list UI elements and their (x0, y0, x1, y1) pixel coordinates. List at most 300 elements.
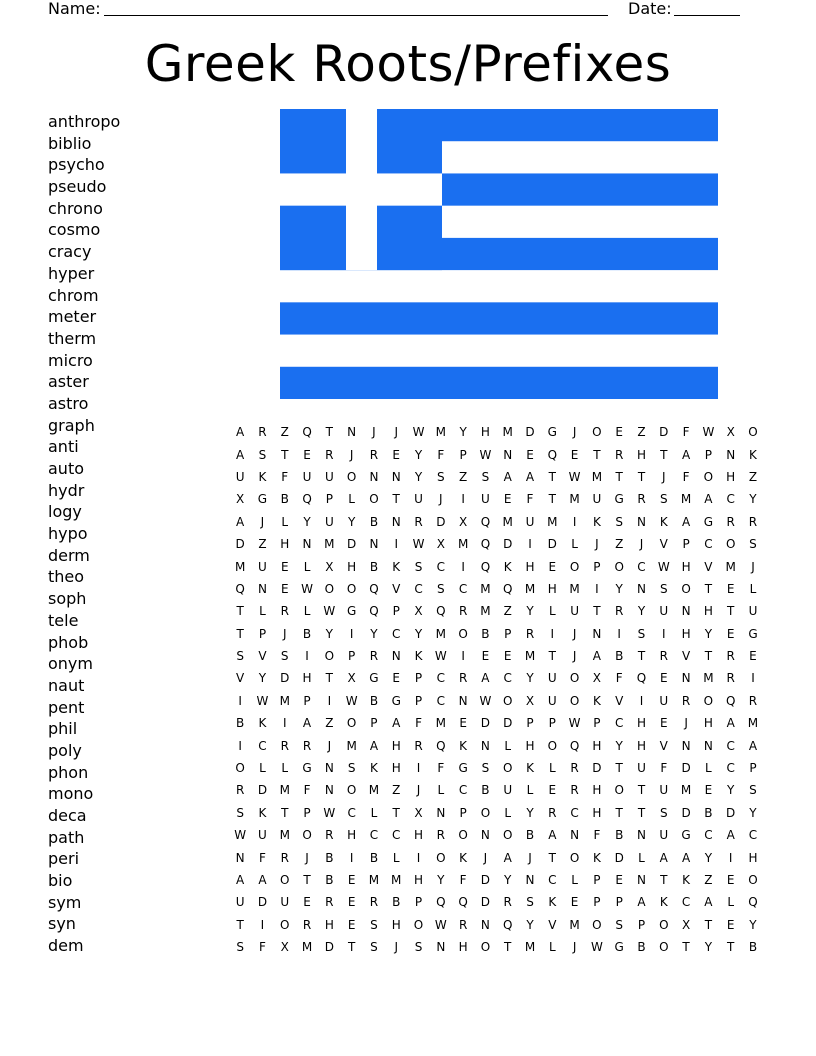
grid-cell[interactable]: J (327, 738, 332, 753)
grid-cell[interactable]: O (614, 559, 624, 574)
grid-cell[interactable]: Y (749, 805, 757, 820)
grid-cell[interactable]: O (480, 805, 491, 820)
grid-cell[interactable]: F (258, 850, 266, 865)
grid-cell[interactable]: I (238, 693, 242, 708)
grid-cell[interactable]: L (281, 761, 289, 776)
grid-cell[interactable]: U (592, 492, 602, 507)
grid-cell[interactable]: M (725, 559, 736, 574)
grid-cell[interactable]: D (480, 895, 491, 910)
grid-cell[interactable]: B (525, 828, 535, 843)
grid-cell[interactable]: B (704, 805, 713, 820)
grid-cell[interactable]: T (548, 850, 556, 865)
grid-cell[interactable]: D (681, 805, 691, 820)
grid-cell[interactable]: W (590, 940, 603, 955)
grid-cell[interactable]: G (458, 761, 468, 776)
grid-cell[interactable]: I (528, 537, 532, 552)
grid-cell[interactable]: P (704, 447, 712, 462)
grid-cell[interactable]: Y (615, 738, 623, 753)
grid-cell[interactable]: E (481, 649, 490, 664)
grid-cell[interactable]: Y (504, 873, 512, 887)
grid-cell[interactable]: X (459, 514, 468, 529)
grid-cell[interactable]: J (751, 559, 755, 574)
grid-cell[interactable]: W (568, 469, 581, 484)
grid-cell[interactable]: N (592, 626, 602, 641)
grid-cell[interactable]: N (480, 828, 490, 843)
grid-cell[interactable]: H (324, 917, 334, 932)
grid-cell[interactable]: J (639, 537, 644, 552)
grid-cell[interactable]: C (704, 537, 713, 552)
grid-cell[interactable]: K (459, 850, 468, 865)
grid-cell[interactable]: R (235, 783, 245, 798)
grid-cell[interactable]: H (347, 559, 357, 574)
grid-cell[interactable]: U (659, 783, 669, 798)
grid-cell[interactable]: I (639, 693, 644, 708)
grid-cell[interactable]: R (325, 447, 334, 462)
grid-cell[interactable]: A (681, 514, 691, 529)
grid-cell[interactable]: U (547, 671, 557, 686)
grid-cell[interactable]: D (592, 761, 602, 776)
grid-cell[interactable]: E (749, 649, 757, 664)
grid-cell[interactable]: R (369, 447, 379, 462)
grid-cell[interactable]: T (548, 492, 556, 507)
grid-cell[interactable]: S (370, 917, 378, 932)
grid-cell[interactable]: R (414, 738, 423, 753)
grid-cell[interactable]: T (704, 649, 713, 664)
grid-cell[interactable]: E (459, 716, 467, 731)
grid-cell[interactable]: Y (459, 425, 467, 440)
grid-cell[interactable]: R (615, 604, 624, 619)
grid-cell[interactable]: K (258, 716, 267, 731)
grid-cell[interactable]: W (412, 537, 425, 552)
grid-cell[interactable]: Q (569, 738, 580, 753)
grid-cell[interactable]: W (323, 805, 336, 820)
grid-cell[interactable]: N (703, 738, 713, 753)
grid-cell[interactable]: P (392, 604, 400, 619)
grid-cell[interactable]: A (503, 850, 512, 865)
grid-cell[interactable]: J (528, 850, 532, 865)
grid-cell[interactable]: Q (502, 917, 513, 932)
grid-cell[interactable]: O (569, 850, 580, 865)
grid-cell[interactable]: U (481, 492, 490, 507)
grid-cell[interactable]: A (258, 873, 267, 887)
grid-cell[interactable]: P (749, 761, 757, 776)
grid-cell[interactable]: T (325, 671, 333, 686)
grid-cell[interactable]: Q (480, 559, 491, 574)
grid-cell[interactable]: R (726, 649, 735, 664)
grid-cell[interactable]: X (681, 917, 691, 932)
grid-cell[interactable]: U (659, 828, 669, 843)
grid-cell[interactable]: P (504, 626, 512, 641)
grid-cell[interactable]: B (280, 492, 289, 507)
grid-cell[interactable]: L (526, 783, 534, 798)
grid-cell[interactable]: B (481, 626, 490, 641)
grid-cell[interactable]: Y (704, 940, 713, 955)
grid-cell[interactable]: S (749, 783, 757, 798)
grid-cell[interactable]: A (503, 469, 512, 484)
grid-cell[interactable]: D (547, 537, 557, 552)
grid-cell[interactable]: T (236, 917, 244, 932)
grid-cell[interactable]: R (436, 828, 445, 843)
grid-cell[interactable]: M (279, 783, 290, 798)
grid-cell[interactable]: F (281, 469, 289, 484)
grid-cell[interactable]: I (461, 492, 465, 507)
grid-cell[interactable]: N (458, 693, 468, 708)
grid-cell[interactable]: Q (480, 537, 491, 552)
grid-cell[interactable]: L (727, 895, 735, 910)
grid-cell[interactable]: V (659, 537, 668, 552)
grid-cell[interactable]: Y (370, 626, 378, 641)
grid-cell[interactable]: Y (704, 626, 713, 641)
grid-cell[interactable]: O (592, 917, 602, 932)
grid-cell[interactable]: T (392, 492, 400, 507)
grid-cell[interactable]: Z (748, 469, 758, 484)
grid-cell[interactable]: J (349, 447, 354, 462)
grid-cell[interactable]: A (236, 514, 245, 529)
grid-cell[interactable]: I (550, 626, 555, 641)
grid-cell[interactable]: H (391, 917, 401, 932)
grid-cell[interactable]: T (615, 761, 623, 776)
grid-cell[interactable]: R (659, 649, 668, 664)
grid-cell[interactable]: D (503, 716, 513, 731)
grid-cell[interactable]: S (258, 447, 267, 462)
grid-cell[interactable]: W (702, 425, 715, 440)
grid-cell[interactable]: W (479, 693, 492, 708)
grid-cell[interactable]: X (726, 425, 735, 440)
grid-cell[interactable]: F (526, 492, 534, 507)
grid-cell[interactable]: C (436, 693, 446, 708)
grid-cell[interactable]: K (503, 559, 512, 574)
grid-cell[interactable]: M (569, 917, 580, 932)
grid-cell[interactable]: B (615, 828, 624, 843)
grid-cell[interactable]: E (615, 873, 623, 887)
grid-cell[interactable]: V (704, 559, 713, 574)
grid-cell[interactable]: J (394, 425, 398, 440)
grid-cell[interactable]: M (435, 626, 446, 641)
grid-cell[interactable]: I (751, 671, 755, 686)
grid-cell[interactable]: K (526, 761, 534, 776)
grid-cell[interactable]: K (548, 895, 557, 910)
grid-cell[interactable]: D (681, 761, 691, 776)
grid-cell[interactable]: T (593, 604, 601, 619)
grid-cell[interactable]: T (660, 873, 668, 887)
grid-cell[interactable]: T (615, 805, 623, 820)
grid-cell[interactable]: X (325, 559, 334, 574)
grid-cell[interactable]: O (235, 761, 245, 776)
grid-cell[interactable]: W (434, 917, 447, 932)
grid-cell[interactable]: H (547, 581, 557, 596)
grid-cell[interactable]: M (524, 649, 536, 664)
grid-cell[interactable]: I (238, 738, 242, 753)
grid-cell[interactable]: T (281, 447, 289, 462)
grid-cell[interactable]: I (461, 649, 465, 664)
grid-cell[interactable]: Z (615, 537, 624, 552)
grid-cell[interactable]: R (458, 604, 468, 619)
grid-cell[interactable]: M (569, 492, 580, 507)
grid-cell[interactable]: C (503, 671, 512, 686)
grid-cell[interactable]: H (525, 559, 535, 574)
grid-cell[interactable]: N (503, 447, 513, 462)
grid-cell[interactable]: C (436, 671, 446, 686)
grid-cell[interactable]: N (436, 805, 446, 820)
grid-cell[interactable]: C (726, 492, 735, 507)
grid-cell[interactable]: G (547, 425, 557, 440)
grid-cell[interactable]: A (659, 850, 668, 865)
grid-cell[interactable]: B (325, 850, 334, 865)
grid-cell[interactable]: T (281, 805, 289, 820)
grid-cell[interactable]: M (502, 425, 513, 440)
grid-cell[interactable]: R (414, 514, 423, 529)
grid-cell[interactable]: Q (235, 581, 245, 596)
grid-cell[interactable]: J (260, 514, 265, 529)
grid-cell[interactable]: A (302, 716, 312, 731)
grid-cell[interactable]: I (416, 761, 421, 776)
grid-cell[interactable]: N (637, 873, 646, 887)
grid-cell[interactable]: T (236, 626, 244, 641)
grid-cell[interactable]: M (747, 716, 759, 731)
grid-cell[interactable]: K (414, 649, 423, 664)
grid-cell[interactable]: Q (502, 581, 513, 596)
grid-cell[interactable]: E (392, 671, 401, 686)
grid-cell[interactable]: I (662, 626, 666, 641)
grid-cell[interactable]: Q (369, 604, 379, 619)
grid-cell[interactable]: X (436, 537, 445, 552)
grid-cell[interactable]: U (503, 783, 513, 798)
grid-cell[interactable]: U (525, 514, 535, 529)
grid-cell[interactable]: H (726, 469, 736, 484)
grid-cell[interactable]: O (614, 783, 624, 798)
grid-cell[interactable]: H (592, 783, 602, 798)
grid-cell[interactable]: C (570, 805, 579, 820)
grid-cell[interactable]: P (303, 805, 311, 820)
grid-cell[interactable]: D (257, 895, 268, 910)
grid-cell[interactable]: H (391, 761, 401, 776)
grid-cell[interactable]: T (347, 940, 356, 955)
grid-cell[interactable]: T (637, 805, 646, 820)
grid-cell[interactable]: N (637, 514, 646, 529)
grid-cell[interactable]: K (592, 850, 601, 865)
grid-cell[interactable]: M (435, 425, 446, 440)
grid-cell[interactable]: Z (392, 783, 401, 798)
grid-cell[interactable]: W (434, 649, 447, 664)
grid-cell[interactable]: P (325, 492, 333, 507)
grid-cell[interactable]: T (615, 469, 623, 484)
grid-cell[interactable]: C (258, 738, 267, 753)
grid-cell[interactable]: B (236, 716, 245, 731)
grid-cell[interactable]: C (414, 581, 423, 596)
grid-cell[interactable]: T (660, 447, 668, 462)
grid-cell[interactable]: F (615, 671, 623, 686)
grid-cell[interactable]: F (459, 873, 467, 887)
grid-cell[interactable]: O (458, 626, 468, 641)
grid-cell[interactable]: E (303, 447, 311, 462)
grid-cell[interactable]: U (235, 895, 245, 910)
grid-cell[interactable]: Y (749, 917, 757, 932)
grid-cell[interactable]: O (280, 873, 290, 887)
grid-cell[interactable]: Q (748, 895, 758, 910)
grid-cell[interactable]: C (392, 828, 401, 843)
grid-cell[interactable]: F (682, 469, 690, 484)
grid-cell[interactable]: K (659, 514, 668, 529)
grid-cell[interactable]: B (615, 649, 624, 664)
grid-cell[interactable]: E (503, 492, 512, 507)
grid-cell[interactable]: C (681, 895, 691, 910)
grid-cell[interactable]: E (347, 873, 356, 887)
grid-cell[interactable]: W (568, 716, 581, 731)
grid-cell[interactable]: N (681, 738, 691, 753)
grid-cell[interactable]: T (325, 425, 333, 440)
grid-cell[interactable]: T (682, 940, 690, 955)
grid-cell[interactable]: I (305, 649, 309, 664)
grid-cell[interactable]: C (637, 559, 646, 574)
grid-cell[interactable]: S (236, 805, 244, 820)
grid-cell[interactable]: X (525, 693, 535, 708)
date-field[interactable] (674, 15, 740, 16)
grid-cell[interactable]: O (569, 559, 580, 574)
grid-cell[interactable]: W (256, 693, 269, 708)
grid-cell[interactable]: P (593, 873, 601, 887)
grid-cell[interactable]: E (503, 649, 512, 664)
grid-cell[interactable]: T (704, 581, 713, 596)
grid-cell[interactable]: J (572, 425, 577, 440)
grid-cell[interactable]: A (726, 828, 735, 843)
grid-cell[interactable]: M (391, 873, 402, 887)
grid-cell[interactable]: L (504, 805, 512, 820)
grid-cell[interactable]: R (258, 425, 267, 440)
grid-cell[interactable]: I (260, 917, 265, 932)
grid-cell[interactable]: X (280, 940, 289, 955)
grid-cell[interactable]: N (324, 761, 334, 776)
grid-cell[interactable]: C (392, 626, 401, 641)
grid-cell[interactable]: S (615, 917, 623, 932)
grid-cell[interactable]: K (682, 873, 691, 887)
grid-cell[interactable]: X (347, 671, 356, 686)
grid-cell[interactable]: C (548, 873, 557, 887)
grid-cell[interactable]: G (703, 514, 714, 529)
grid-cell[interactable]: S (749, 537, 757, 552)
grid-cell[interactable]: E (726, 873, 735, 887)
grid-cell[interactable]: L (749, 581, 757, 596)
grid-cell[interactable]: Y (727, 783, 735, 798)
grid-cell[interactable]: G (369, 671, 379, 686)
grid-cell[interactable]: E (548, 559, 557, 574)
grid-cell[interactable]: J (394, 940, 398, 955)
grid-cell[interactable]: A (548, 828, 557, 843)
grid-cell[interactable]: D (324, 940, 334, 955)
grid-cell[interactable]: G (614, 940, 624, 955)
grid-cell[interactable]: Y (414, 469, 423, 484)
grid-cell[interactable]: L (571, 873, 578, 887)
grid-cell[interactable]: S (481, 469, 490, 484)
grid-cell[interactable]: E (347, 917, 356, 932)
grid-cell[interactable]: L (705, 761, 712, 776)
grid-cell[interactable]: O (436, 850, 446, 865)
grid-cell[interactable]: C (458, 581, 468, 596)
grid-cell[interactable]: R (458, 917, 468, 932)
grid-cell[interactable]: O (369, 492, 379, 507)
grid-cell[interactable]: J (572, 940, 577, 955)
grid-cell[interactable]: V (681, 649, 691, 664)
grid-cell[interactable]: V (615, 693, 624, 708)
grid-cell[interactable]: S (659, 581, 668, 596)
grid-cell[interactable]: L (548, 604, 556, 619)
grid-cell[interactable]: G (346, 604, 357, 619)
grid-cell[interactable]: H (703, 716, 713, 731)
grid-cell[interactable]: N (480, 738, 490, 753)
grid-cell[interactable]: N (235, 850, 245, 865)
grid-cell[interactable]: V (548, 917, 557, 932)
grid-cell[interactable]: J (282, 626, 287, 641)
grid-cell[interactable]: L (548, 940, 556, 955)
grid-cell[interactable]: Y (258, 671, 267, 686)
grid-cell[interactable]: F (682, 425, 690, 440)
grid-cell[interactable]: H (703, 604, 713, 619)
grid-cell[interactable]: U (324, 469, 334, 484)
grid-cell[interactable]: T (637, 469, 646, 484)
grid-cell[interactable]: Q (547, 447, 558, 462)
grid-cell[interactable]: T (236, 604, 244, 619)
grid-cell[interactable]: M (480, 604, 491, 619)
grid-cell[interactable]: N (637, 581, 646, 596)
grid-cell[interactable]: O (569, 693, 580, 708)
grid-cell[interactable]: E (280, 559, 289, 574)
grid-cell[interactable]: G (257, 492, 268, 507)
grid-cell[interactable]: Y (615, 581, 623, 596)
grid-cell[interactable]: E (615, 425, 623, 440)
grid-cell[interactable]: T (303, 873, 311, 887)
grid-cell[interactable]: F (437, 447, 445, 462)
grid-cell[interactable]: L (281, 514, 289, 529)
grid-cell[interactable]: K (369, 761, 378, 776)
grid-cell[interactable]: P (258, 626, 267, 641)
grid-cell[interactable]: N (369, 469, 379, 484)
grid-cell[interactable]: H (458, 940, 468, 955)
grid-cell[interactable]: B (392, 895, 401, 910)
grid-cell[interactable]: R (369, 649, 379, 664)
grid-cell[interactable]: H (414, 828, 424, 843)
grid-cell[interactable]: B (369, 514, 379, 529)
grid-cell[interactable]: G (391, 693, 401, 708)
grid-cell[interactable]: O (659, 917, 669, 932)
grid-cell[interactable]: H (748, 850, 758, 865)
grid-cell[interactable]: X (236, 492, 245, 507)
grid-cell[interactable]: R (681, 693, 691, 708)
grid-cell[interactable]: A (681, 447, 691, 462)
grid-cell[interactable]: A (592, 649, 601, 664)
grid-cell[interactable]: B (369, 693, 379, 708)
grid-cell[interactable]: K (749, 447, 757, 462)
grid-cell[interactable]: M (435, 716, 446, 731)
grid-cell[interactable]: S (414, 559, 423, 574)
grid-cell[interactable]: I (728, 850, 733, 865)
grid-cell[interactable]: M (680, 492, 692, 507)
grid-cell[interactable]: R (615, 447, 624, 462)
grid-cell[interactable]: N (257, 581, 267, 596)
grid-cell[interactable]: O (725, 537, 736, 552)
grid-cell[interactable]: Y (303, 514, 311, 529)
grid-cell[interactable]: F (437, 761, 445, 776)
grid-cell[interactable]: H (636, 716, 646, 731)
grid-cell[interactable]: X (414, 604, 423, 619)
grid-cell[interactable]: P (548, 716, 556, 731)
grid-cell[interactable]: O (748, 425, 758, 440)
grid-cell[interactable]: W (479, 447, 492, 462)
grid-cell[interactable]: J (305, 850, 309, 865)
grid-cell[interactable]: E (726, 626, 735, 641)
grid-cell[interactable]: L (303, 604, 311, 619)
grid-cell[interactable]: P (303, 693, 311, 708)
grid-cell[interactable]: H (347, 828, 357, 843)
grid-cell[interactable]: N (525, 873, 535, 887)
